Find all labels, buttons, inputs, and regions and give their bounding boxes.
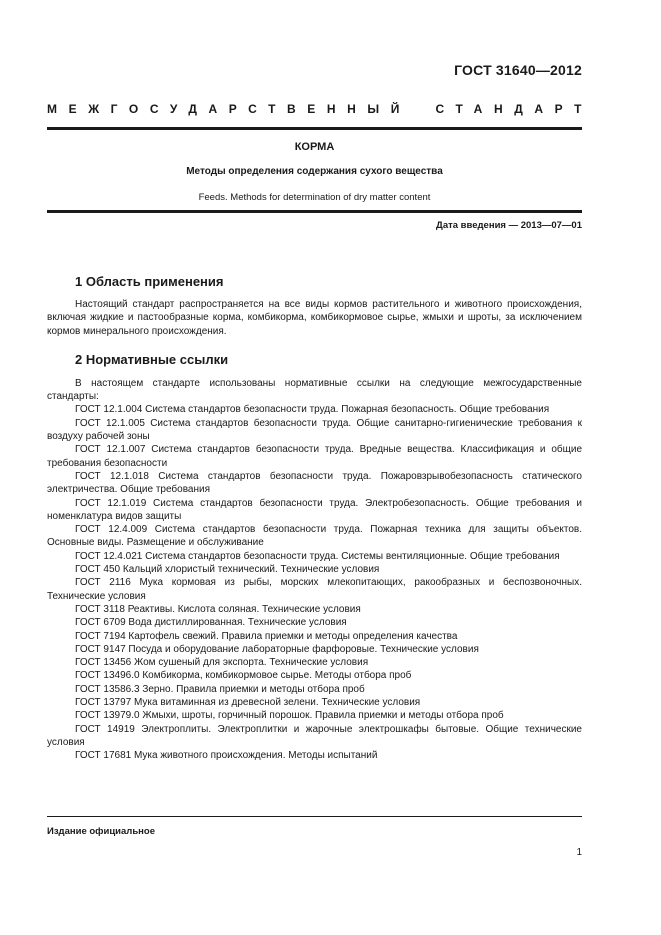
reference-item: ГОСТ 12.1.004 Система стандартов безопасности труда. Пожарная безопасность. Общие требования [75, 404, 550, 416]
reference-item: ГОСТ 12.1.019 Система стандартов безопасности труда. Электробезопасность. Общие требования и номенклатура видов защиты [47, 497, 582, 522]
reference-list [47, 403, 582, 762]
document-body [47, 274, 582, 763]
section-2-heading: 2 Нормативные ссылки [75, 351, 229, 367]
reference-item: ГОСТ 450 Кальций хлористый технический. Технические условия [75, 564, 380, 576]
footer-divider [47, 816, 582, 817]
section-2-intro: В настоящем стандарте использованы нормативные ссылки на следующие межгосударственные стандарты: [47, 377, 582, 403]
banner-word-interstate: МЕЖГОСУДАРСТВЕННЫЙ [47, 102, 411, 116]
reference-item: ГОСТ 9147 Посуда и оборудование лабораторные фарфоровые. Технические условия [75, 643, 479, 655]
reference-item: ГОСТ 12.4.021 Система стандартов безопасности труда. Системы вентиляционные. Общие требования [75, 550, 560, 562]
english-title: Feeds. Methods for determination of dry matter content [198, 192, 431, 203]
page-number: 1 [576, 847, 582, 858]
reference-item: ГОСТ 13456 Жом сушеный для экспорта. Технические условия [75, 657, 369, 669]
section-1-heading: 1 Область применения [75, 274, 224, 289]
interstate-standard-banner [47, 102, 593, 118]
reference-item: ГОСТ 2116 Мука кормовая из рыбы, морских млекопитающих, ракообразных и беспозвоночных. Технические условия [47, 577, 582, 602]
section-1-paragraph: Настоящий стандарт распространяется на все виды кормов растительного и животного происхождения, включая жидкие и пастообразные корма, комбикорма, комбикормовое сырье, жмыхи и шроты, за исключением кормов минерального происхождения. [47, 299, 582, 337]
reference-item: ГОСТ 17681 Мука животного происхождения. Методы испытаний [75, 750, 378, 762]
top-divider [47, 127, 582, 130]
title-divider [47, 210, 582, 213]
standard-code: ГОСТ 31640—2012 [454, 62, 582, 78]
reference-item: ГОСТ 13979.0 Жмыхи, шроты, горчичный порошок. Правила приемки и методы отбора проб [75, 710, 504, 722]
reference-item: ГОСТ 12.1.018 Система стандартов безопасности труда. Пожаровзрывобезопасность статического электричества. Общие требования [47, 470, 582, 496]
reference-item: ГОСТ 3118 Реактивы. Кислота соляная. Технические условия [75, 603, 361, 615]
official-edition-label: Издание официальное [47, 826, 155, 837]
reference-item: ГОСТ 14919 Электроплиты. Электроплитки и жарочные электрошкафы бытовые. Общие технические условия [47, 723, 582, 748]
reference-item: ГОСТ 13496.0 Комбикорма, комбикормовое сырье. Методы отбора проб [75, 670, 412, 682]
document-title: КОРМА [294, 141, 335, 153]
reference-item: ГОСТ 12.4.009 Система стандартов безопасности труда. Пожарная техника для защиты объектов. Основные виды. Размещение и обслуживание [47, 524, 582, 549]
reference-item: ГОСТ 7194 Картофель свежий. Правила приемки и методы определения качества [75, 630, 458, 642]
reference-item: ГОСТ 12.1.005 Система стандартов безопасности труда. Общие санитарно-гигиенические требования к воздуху рабочей зоны [47, 417, 582, 443]
reference-item: ГОСТ 6709 Вода дистиллированная. Технические условия [75, 617, 347, 629]
reference-item: ГОСТ 13586.3 Зерно. Правила приемки и методы отбора проб [75, 683, 365, 695]
document-subtitle: Методы определения содержания сухого вещества [186, 166, 443, 177]
banner-word-standard: СТАНДАРТ [435, 102, 593, 116]
reference-item: ГОСТ 13797 Мука витаминная из древесной зелени. Технические условия [75, 697, 421, 709]
introduction-date: Дата введения — 2013—07—01 [436, 220, 582, 231]
reference-item: ГОСТ 12.1.007 Система стандартов безопасности труда. Вредные вещества. Классификация и общие требования безопасности [47, 444, 582, 469]
